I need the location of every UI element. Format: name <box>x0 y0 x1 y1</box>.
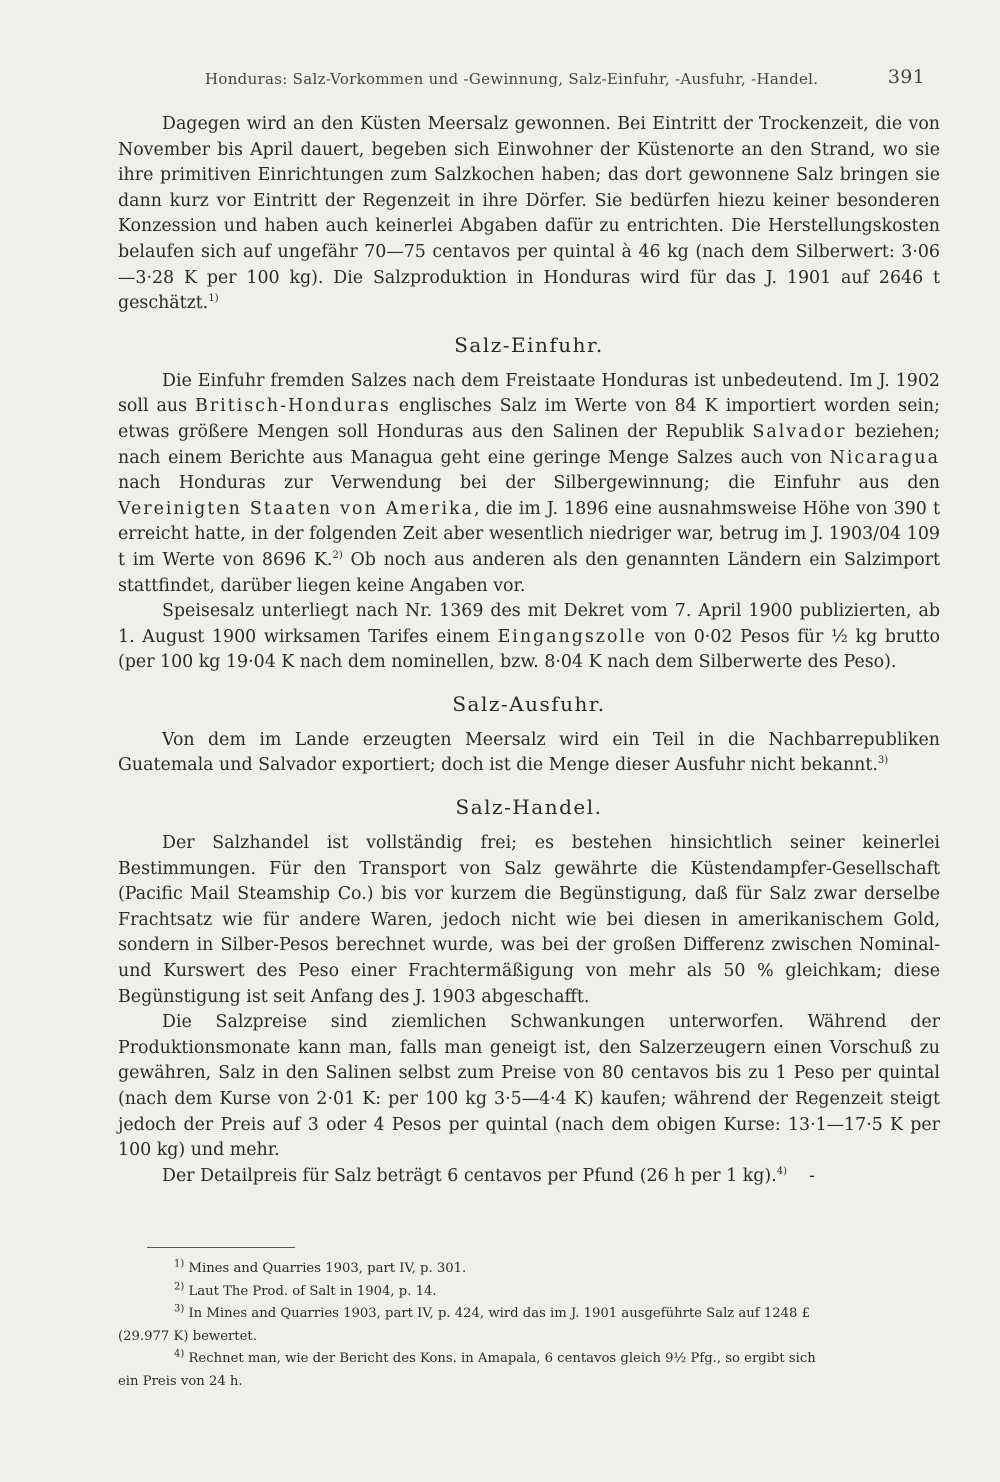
trailing-dash: - <box>808 1165 815 1186</box>
retail-price-text: Der Detailpreis für Salz beträgt 6 centavos per Pfund (26 h per 1 kg). <box>162 1165 777 1186</box>
text-run: beziehen; nach einem Berichte aus Managua geht eine geringe Menge Salzes auch von <box>118 421 940 468</box>
text-run: von 0·02 Pesos für ½ kg brutto (per 100 kg 19·04 K nach dem nominellen, bzw. 8·04 K nach dem Silberwerte des Peso). <box>118 626 940 673</box>
footnote <box>118 1303 950 1326</box>
country-name: Vereinigten Staaten von Amerika <box>118 498 474 519</box>
text-run: Die Einfuhr fremden Salzes nach dem Freistaate Honduras ist unbedeutend. Im J. 1902 soll aus <box>118 370 940 417</box>
footnote-divider <box>147 1247 295 1248</box>
footnote-continuation <box>118 1326 950 1349</box>
text-run: Ob noch aus anderen als den genannten Ländern ein Salzimport stattfindet, darüber liegen keine Angaben vor. <box>118 549 941 596</box>
text-run: englisches Salz im Werte von 84 K importiert worden sein; etwas größere Mengen soll Honduras aus den Salinen der Republik <box>118 396 940 442</box>
text-run: Speisesalz unterliegt nach Nr. 1369 des mit Dekret vom 7. April 1900 publizierten, ab 1. August 1900 wirksamen Tarifes einem <box>118 601 940 647</box>
import-paragraph <box>118 369 940 599</box>
export-text: Von dem im Lande erzeugten Meersalz wird ein Teil in die Nachbarrepubliken Guatemala und Salvador exportiert; doch ist die Menge dieser Ausfuhr nicht bekannt. <box>118 729 940 776</box>
footnote-ref: 2) <box>332 550 343 562</box>
intro-paragraph <box>118 112 940 317</box>
footnote-ref: 1) <box>208 293 219 305</box>
footnote <box>118 1281 950 1304</box>
trade-paragraph-1: Der Salzhandel ist vollständig frei; es bestehen hinsichtlich seiner keinerlei Bestimmungen. Für den Transport von Salz gewährte die Küstendampfer-Gesellschaft (Pacific Mail Steamship Co.) bis vor kurzem die Begünstigung, daß für Salz zwar derselbe Frachtsatz wie für andere Waren, jedoch nicht wie bei diesen in amerikanischem Gold, sondern in Silber-Pesos berechnet wurde, was bei der großen Differenz zwischen Nominal- und Kurswert des Peso einer Frachtermäßigung von mehr als 50 % gleichkam; diese Begünstigung ist seit Anfang des J. 1903 abgeschafft. <box>118 833 940 1007</box>
term-emphasis: Eingangszolle <box>497 626 647 647</box>
text-run: , die im J. 1896 eine ausnahmsweise Höhe von 390 t erreicht hatte, in der folgenden Zeit aber wesentlich niedriger war, betrug im J. 1903/04 109 t im Werte von 8696 K. <box>118 498 940 570</box>
section-heading-export: Salz-Ausfuhr. <box>452 691 606 716</box>
section-heading-import: Salz-Einfuhr. <box>454 332 604 357</box>
page-header <box>205 66 925 90</box>
footnote-text: Rechnet man, wie der Bericht des Kons. in Amapala, 6 centavos gleich 9½ Pfg., so ergibt sich <box>188 1351 816 1366</box>
footnote <box>118 1258 950 1281</box>
tariff-paragraph <box>118 599 940 676</box>
section-heading-trade: Salz-Handel. <box>455 795 603 820</box>
country-name: Britisch-Honduras <box>195 396 391 417</box>
trade-paragraph-2: Die Salzpreise sind ziemlichen Schwankungen unterworfen. Während der Produktionsmonate kann man, falls man geneigt ist, den Salzerzeugern einen Vorschuß zu gewähren, Salz in den Salinen selbst zum Preise von 80 centavos bis zu 1 Peso per quintal (nach dem Kurse von 2·01 K: per 100 kg 3·5—4·4 K) kaufen; während der Regenzeit steigt jedoch der Preis auf 3 oder 4 Pesos per quintal (nach dem obigen Kurse: 13·1—17·5 K per 100 kg) und mehr. <box>118 1012 940 1161</box>
footnote-text: In Mines and Quarries 1903, part IV, p. 424, wird das im J. 1901 ausgeführte Salz auf 1248 £ <box>188 1306 811 1321</box>
footnote-ref: 4) <box>776 1165 787 1177</box>
country-name: Nicaragua <box>829 447 940 468</box>
country-name: Salvador <box>752 421 847 442</box>
trade-paragraph-3 <box>118 1164 940 1190</box>
main-text <box>118 112 940 1189</box>
footnote-mark: 3) <box>174 1303 185 1315</box>
footnote-ref: 3) <box>877 755 889 767</box>
footnote <box>118 1348 950 1371</box>
footnote-text: ein Preis von 24 h. <box>118 1373 243 1389</box>
page-number: 391 <box>887 66 925 88</box>
footnote-continuation <box>118 1371 950 1394</box>
export-paragraph <box>118 728 940 779</box>
footnote-text: (29.977 K) bewertet. <box>118 1328 257 1344</box>
footnote-mark: 2) <box>174 1281 185 1293</box>
footnote-text: Laut The Prod. of Salt in 1904, p. 14. <box>188 1283 437 1299</box>
text-run: nach Honduras zur Verwendung bei der Silbergewinnung; die Einfuhr aus den <box>118 473 940 494</box>
footnote-mark: 4) <box>174 1348 185 1360</box>
running-title: Honduras: Salz-Vorkommen und -Gewinnung, Salz-Einfuhr, -Ausfuhr, -Handel. <box>205 70 819 88</box>
intro-text: Dagegen wird an den Küsten Meersalz gewonnen. Bei Eintritt der Trockenzeit, die von November bis April dauert, begeben sich Einwohner der Küstenorte an den Strand, wo sie ihre primitiven Einrichtungen zum Salzkochen haben; das dort gewonnene Salz bringen sie dann kurz vor Eintritt der Regenzeit in ihre Dörfer. Sie bedürfen hiezu keiner besonderen Konzession und haben auch keinerlei Abgaben dafür zu entrichten. Die Herstellungskosten belaufen sich auf ungefähr 70—75 centavos per quintal à 46 kg (nach dem Silberwert: 3·06—3·28 K per 100 kg). Die Salzproduktion in Honduras wird für das J. 1901 auf 2646 t geschätzt. <box>118 114 940 314</box>
footnotes <box>118 1258 950 1393</box>
footnote-mark: 1) <box>174 1258 185 1270</box>
footnote-text: Mines and Quarries 1903, part IV, p. 301. <box>188 1261 467 1276</box>
